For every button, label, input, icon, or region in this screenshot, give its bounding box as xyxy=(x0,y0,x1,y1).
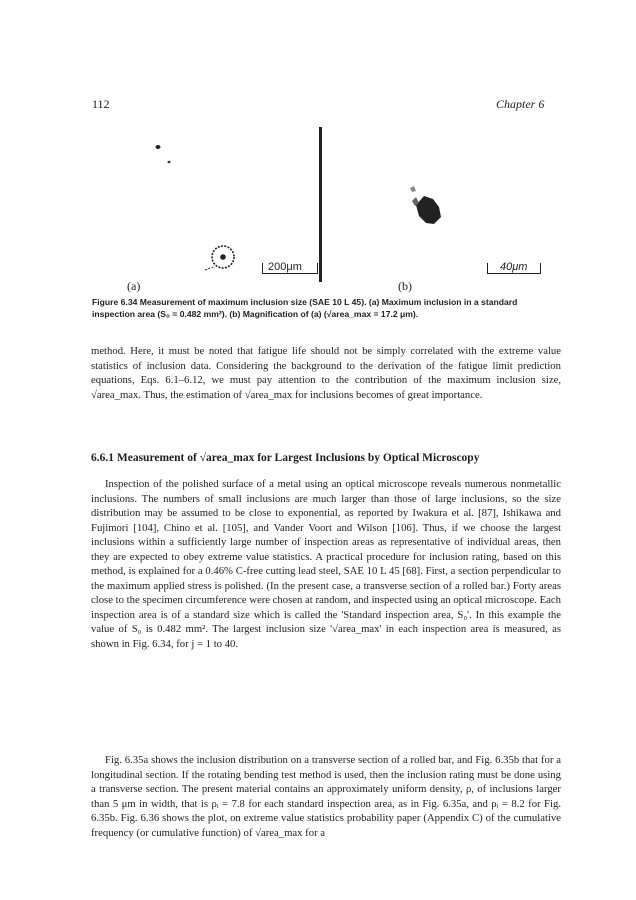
inclusion-speck xyxy=(156,145,161,149)
marker-tail xyxy=(205,267,213,270)
figure-caption: Figure 6.34 Measurement of maximum inclusion size (SAE 10 L 45). (a) Maximum inclusion in a standard inspection area (S₀ = 0.482 mm²). (b) Magnification of (a) (√area_max = 17.2 μm). xyxy=(92,297,518,319)
micrograph-image xyxy=(92,120,632,290)
paragraph-inspection: Inspection of the polished surface of a metal using an optical microscope reveals numerous nonmetallic inclusions. The numbers of small inclusions are much larger than those of large inclusions, so the size distribution may be assumed to be close to exponential, as reported by Iwakura et al. [87], Ishikawa and Fujimori [104], Chino et al. [105], and Vander Voort and Wilson [106]. Thus, if we choose the largest inclusions within a sufficiently large number of inspection areas as representative of individual areas, then they are expected to obey extreme value statistics. A practical procedure for inclusion rating, based on this method, is explained for a 0.46% C-free cutting lead steel, SAE 10 L 45 [68]. First, a section perpendicular to the maximum applied stress is polished. (In the present case, a transverse section of a rolled bar.) Forty areas close to the specimen circumference were chosen at random, and inspected using an optical microscope. Each inspection area is of a standard size which is called the 'Standard inspection area, S₀'. In this example the value of S₀ is 0.482 mm². The largest inclusion size '√area_max' in each inspection area is measured, as shown in Fig. 6.34, for j = 1 to 40. xyxy=(91,478,561,651)
page-number: 112 xyxy=(92,97,110,111)
panel-a-label: (a) xyxy=(127,279,141,293)
panel-b-label: (b) xyxy=(398,279,412,293)
largest-inclusion xyxy=(220,254,226,260)
paragraph-distribution: Fig. 6.35a shows the inclusion distribution on a transverse section of a rolled bar, and Fig. 6.35b that for a longitudinal section. If the rotating bending test method is used, then the inclusion rating must be done using a transverse section. The present material contains an approximately uniform density, ρ, of inclusions larger than 5 μm in width, that is ρᵢ = 7.8 for each standard inspection area, as in Fig. 6.35a, and ρᵢ = 8.2 for Fig. 6.35b. Fig. 6.36 shows the plot, on extreme value statistics probability paper (Appendix C) of the cumulative frequency (or cumulative function) of √area_max for a xyxy=(91,754,561,839)
inclusion-speck xyxy=(168,161,171,163)
magnified-inclusion xyxy=(410,186,441,224)
scale-bar-a-label: 200μm xyxy=(268,261,302,273)
panel-divider xyxy=(319,127,322,282)
paragraph-intro: method. Here, it must be noted that fatigue life should not be simply correlated with the extreme value statistics of inclusion data. Considering the background to the derivation of the fatigue limit prediction equations, Eqs. 6.1–6.12, we must pay attention to the contribution of the maximum inclusion size, √area_max. Thus, the estimation of √area_max for inclusions becomes of great importance. xyxy=(91,345,561,401)
scale-bar-b-label: 40μm xyxy=(500,261,528,273)
chapter-title: Chapter 6 xyxy=(496,97,545,111)
section-heading: 6.6.1 Measurement of √area_max for Largest Inclusions by Optical Microscopy xyxy=(91,452,480,464)
